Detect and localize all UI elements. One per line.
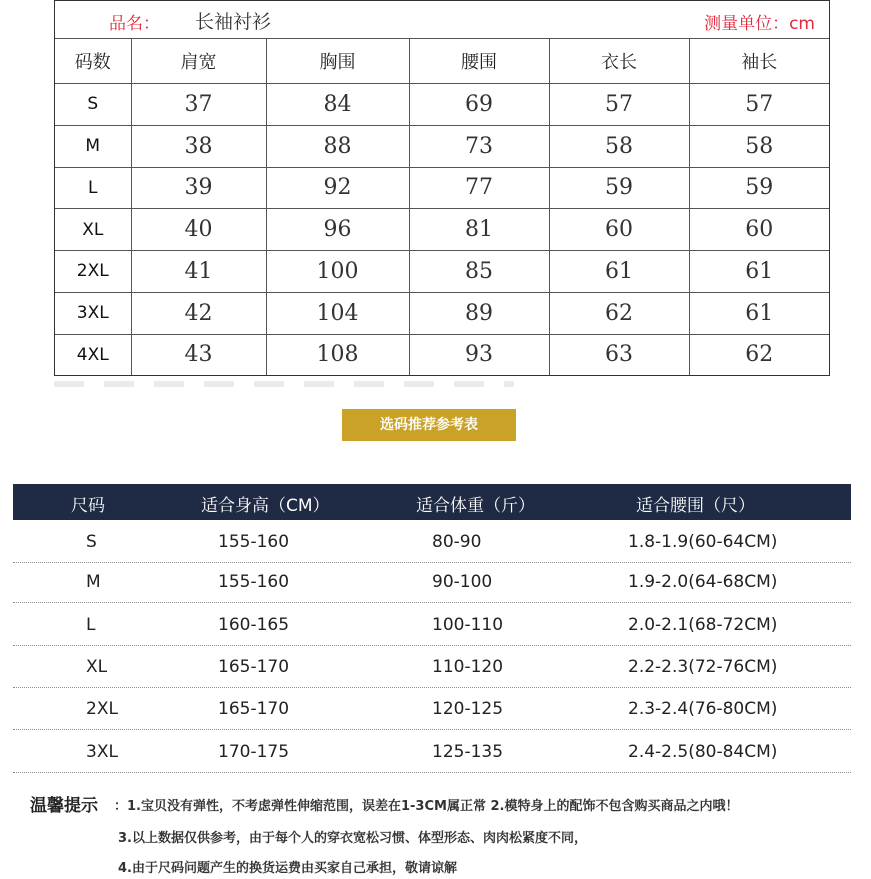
rec-header-weight: 适合体重（斤） bbox=[416, 496, 535, 516]
table-row bbox=[55, 292, 829, 334]
note-line-2: 3.以上数据仅供参考，由于每个人的穿衣宽松习惯、体型形态、肉肉松紧度不同， bbox=[118, 831, 587, 846]
rec-size-cell: XL bbox=[86, 657, 108, 677]
product-name: 长袖衬衫 bbox=[195, 11, 272, 33]
rec-height-cell: 155-160 bbox=[218, 572, 290, 592]
rec-weight-cell: 80-90 bbox=[432, 532, 482, 552]
measurement-cell: 62 bbox=[689, 334, 829, 375]
size-label-cell: 3XL bbox=[55, 292, 131, 334]
recommend-row bbox=[13, 647, 851, 688]
measurement-cell: 96 bbox=[266, 209, 409, 251]
measurement-cell: 93 bbox=[409, 334, 549, 375]
size-chart-title-row bbox=[55, 1, 829, 39]
rec-waist-cell: 2.4-2.5(80-84CM) bbox=[628, 742, 778, 762]
rec-waist-cell: 2.2-2.3(72-76CM) bbox=[628, 657, 778, 677]
rec-size-cell: S bbox=[86, 532, 97, 552]
faded-text-strip bbox=[54, 381, 514, 387]
measurement-cell: 88 bbox=[266, 125, 409, 167]
measurement-cell: 41 bbox=[131, 251, 266, 293]
rec-size-cell: 3XL bbox=[86, 742, 118, 762]
size-label-cell: S bbox=[55, 84, 131, 126]
size-label-cell: 2XL bbox=[55, 251, 131, 293]
measurement-cell: 73 bbox=[409, 125, 549, 167]
rec-waist-cell: 2.0-2.1(68-72CM) bbox=[628, 615, 778, 635]
measurement-cell: 63 bbox=[549, 334, 689, 375]
measurement-cell: 77 bbox=[409, 167, 549, 209]
measurement-cell: 84 bbox=[266, 84, 409, 126]
rec-size-cell: L bbox=[86, 615, 96, 635]
measurement-cell: 57 bbox=[549, 84, 689, 126]
recommend-row bbox=[13, 689, 851, 730]
table-row bbox=[55, 334, 829, 375]
note-line-3: 4.由于尺码问题产生的换货运费由买家自己承担，敬请谅解 bbox=[118, 861, 457, 876]
column-header-size: 码数 bbox=[55, 39, 131, 84]
rec-height-cell: 165-170 bbox=[218, 699, 290, 719]
measurement-cell: 69 bbox=[409, 84, 549, 126]
measurement-cell: 81 bbox=[409, 209, 549, 251]
measurement-cell: 108 bbox=[266, 334, 409, 375]
size-grid-header-row bbox=[55, 39, 829, 84]
size-label-cell: L bbox=[55, 167, 131, 209]
measurement-cell: 58 bbox=[549, 125, 689, 167]
rec-waist-cell: 1.9-2.0(64-68CM) bbox=[628, 572, 778, 592]
measurement-cell: 59 bbox=[549, 167, 689, 209]
measurement-cell: 40 bbox=[131, 209, 266, 251]
table-row bbox=[55, 251, 829, 293]
measurement-cell: 59 bbox=[689, 167, 829, 209]
rec-weight-cell: 125-135 bbox=[432, 742, 504, 762]
size-label-cell: M bbox=[55, 125, 131, 167]
table-row bbox=[55, 125, 829, 167]
product-label: 品名： bbox=[109, 14, 160, 34]
measurement-cell: 38 bbox=[131, 125, 266, 167]
measurement-cell: 57 bbox=[689, 84, 829, 126]
rec-height-cell: 155-160 bbox=[218, 532, 290, 552]
measurement-cell: 61 bbox=[689, 251, 829, 293]
measurement-cell: 60 bbox=[549, 209, 689, 251]
rec-weight-cell: 90-100 bbox=[432, 572, 493, 592]
column-header-shoulder: 肩宽 bbox=[131, 39, 266, 84]
measurement-cell: 43 bbox=[131, 334, 266, 375]
table-row bbox=[55, 84, 829, 126]
recommend-row bbox=[13, 605, 851, 646]
rec-size-cell: 2XL bbox=[86, 699, 118, 719]
rec-waist-cell: 1.8-1.9(60-64CM) bbox=[628, 532, 778, 552]
rec-height-cell: 165-170 bbox=[218, 657, 290, 677]
measurement-cell: 92 bbox=[266, 167, 409, 209]
measurement-cell: 37 bbox=[131, 84, 266, 126]
table-row bbox=[55, 167, 829, 209]
size-chart-table bbox=[54, 0, 830, 376]
recommend-row bbox=[13, 562, 851, 603]
rec-height-cell: 170-175 bbox=[218, 742, 290, 762]
measurement-cell: 85 bbox=[409, 251, 549, 293]
size-label-cell: XL bbox=[55, 209, 131, 251]
table-row bbox=[55, 209, 829, 251]
column-header-sleeve: 袖长 bbox=[689, 39, 829, 84]
recommend-row bbox=[13, 732, 851, 773]
column-header-length: 衣长 bbox=[549, 39, 689, 84]
rec-weight-cell: 100-110 bbox=[432, 615, 504, 635]
rec-header-size: 尺码 bbox=[71, 496, 105, 516]
note-line-1: ：1.宝贝没有弹性，不考虑弹性伸缩范围，误差在1-3CM属正常 2.模特身上的配饰不包含购买商品之内哦！ bbox=[114, 799, 739, 814]
notes-title: 温馨提示 bbox=[30, 796, 98, 816]
rec-height-cell: 160-165 bbox=[218, 615, 290, 635]
rec-weight-cell: 110-120 bbox=[432, 657, 504, 677]
rec-weight-cell: 120-125 bbox=[432, 699, 504, 719]
size-grid bbox=[55, 39, 829, 375]
size-label-cell: 4XL bbox=[55, 334, 131, 375]
recommend-banner: 选码推荐参考表 bbox=[342, 409, 516, 441]
measurement-cell: 61 bbox=[689, 292, 829, 334]
measurement-cell: 42 bbox=[131, 292, 266, 334]
rec-size-cell: M bbox=[86, 572, 101, 592]
column-header-chest: 胸围 bbox=[266, 39, 409, 84]
recommend-row bbox=[13, 522, 851, 563]
unit-label: 测量单位：cm bbox=[704, 14, 815, 34]
measurement-cell: 61 bbox=[549, 251, 689, 293]
column-header-waist: 腰围 bbox=[409, 39, 549, 84]
recommend-header-row bbox=[13, 484, 851, 520]
rec-header-height: 适合身高（CM） bbox=[201, 496, 330, 516]
measurement-cell: 100 bbox=[266, 251, 409, 293]
rec-waist-cell: 2.3-2.4(76-80CM) bbox=[628, 699, 778, 719]
measurement-cell: 60 bbox=[689, 209, 829, 251]
measurement-cell: 62 bbox=[549, 292, 689, 334]
measurement-cell: 104 bbox=[266, 292, 409, 334]
measurement-cell: 58 bbox=[689, 125, 829, 167]
rec-header-waist: 适合腰围（尺） bbox=[636, 496, 755, 516]
measurement-cell: 39 bbox=[131, 167, 266, 209]
measurement-cell: 89 bbox=[409, 292, 549, 334]
